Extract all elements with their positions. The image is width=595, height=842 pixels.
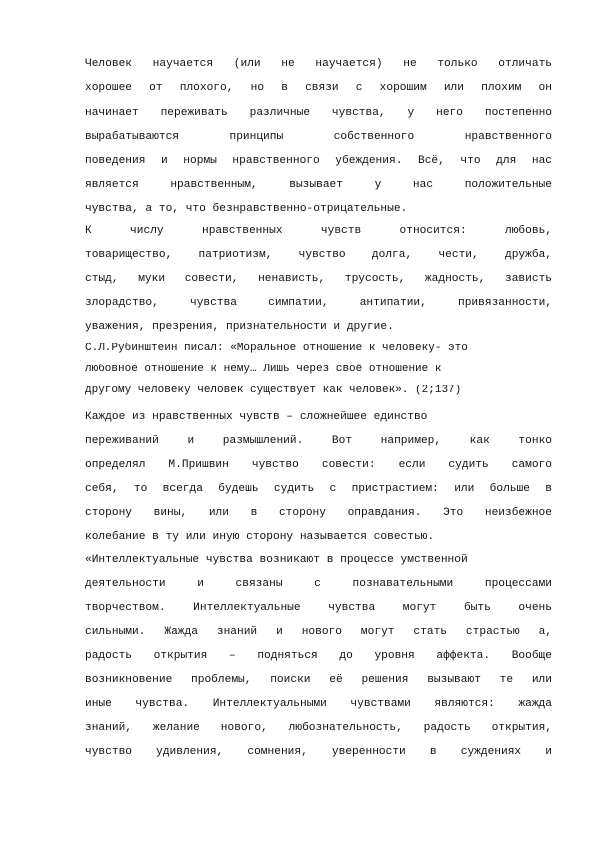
text-line: переживаний и размышлений. Вот например, как тонко [85,435,552,447]
text-line: радость открытия – подняться до уровня аффекта. Вообще [85,650,552,662]
text-line: Каждое из нравственных чувств – сложнейшее единство [85,411,428,423]
text-line: творчеством. Интеллектуальные чувства могут быть очень [85,602,552,614]
text-line: является нравственным, вызывает у нас положительные [85,179,552,191]
text-line: злорадство, чувства симпатии, антипатии, привязанности, [85,297,552,309]
text-line: вырабатываются принципы собственного нравственного [85,131,552,143]
text-line: сильными. Жажда знаний и нового могут стать страстью а, [85,626,552,638]
text-line: любовное отношение к нему… Лишь через своё отношение к [85,364,442,375]
text-line: чувства, а то, что безнравственно-отрицательные. [85,203,408,215]
text-line: начинает переживать различные чувства, у него постепенно [85,107,552,119]
text-line: себя, то всегда будешь судить с пристрастием: или больше в [85,483,552,495]
text-line: товарищество, патриотизм, чувство долга, чести, дружба, [85,249,552,261]
text-line: поведения и нормы нравственного убеждения. Всё, что для нас [85,155,552,167]
text-line: хорошее от плохого, но в связи с хорошим или плохим он [85,82,552,94]
text-line: К числу нравственных чувств относится: любовь, [85,225,552,237]
text-line: «Интеллектуальные чувства возникают в процессе умственной [85,554,468,566]
text-line: определял М.Пришвин чувство совести: если судить самого [85,459,552,471]
text-line: иные чувства. Интеллектуальными чувствами являются: жажда [85,698,552,710]
text-line: С.Л.Рубинштейн писал: «Моральное отношение к человеку- это [85,343,468,354]
text-line: уважения, презрения, признательности и другие. [85,321,394,333]
text-line: деятельности и связаны с познавательными процессами [85,578,552,590]
text-line: знаний, желание нового, любознательность, радость открытия, [85,722,552,734]
text-line: возникновение проблемы, поиски её решения вызывают те или [85,674,552,686]
text-line: Человек научается (или не научается) не только отличать [85,58,552,70]
text-line: чувство удивления, сомнения, уверенности в суждениях и [85,746,552,758]
text-line: сторону вины, или в сторону оправдания. Это неизбежное [85,507,552,519]
text-line: другому человеку человек существует как человек». (2;137) [85,385,462,396]
text-line: стыд, муки совести, ненависть, трусость, жадность, зависть [85,273,552,285]
text-line: колебание в ту или иную сторону называется совестью. [85,531,435,543]
